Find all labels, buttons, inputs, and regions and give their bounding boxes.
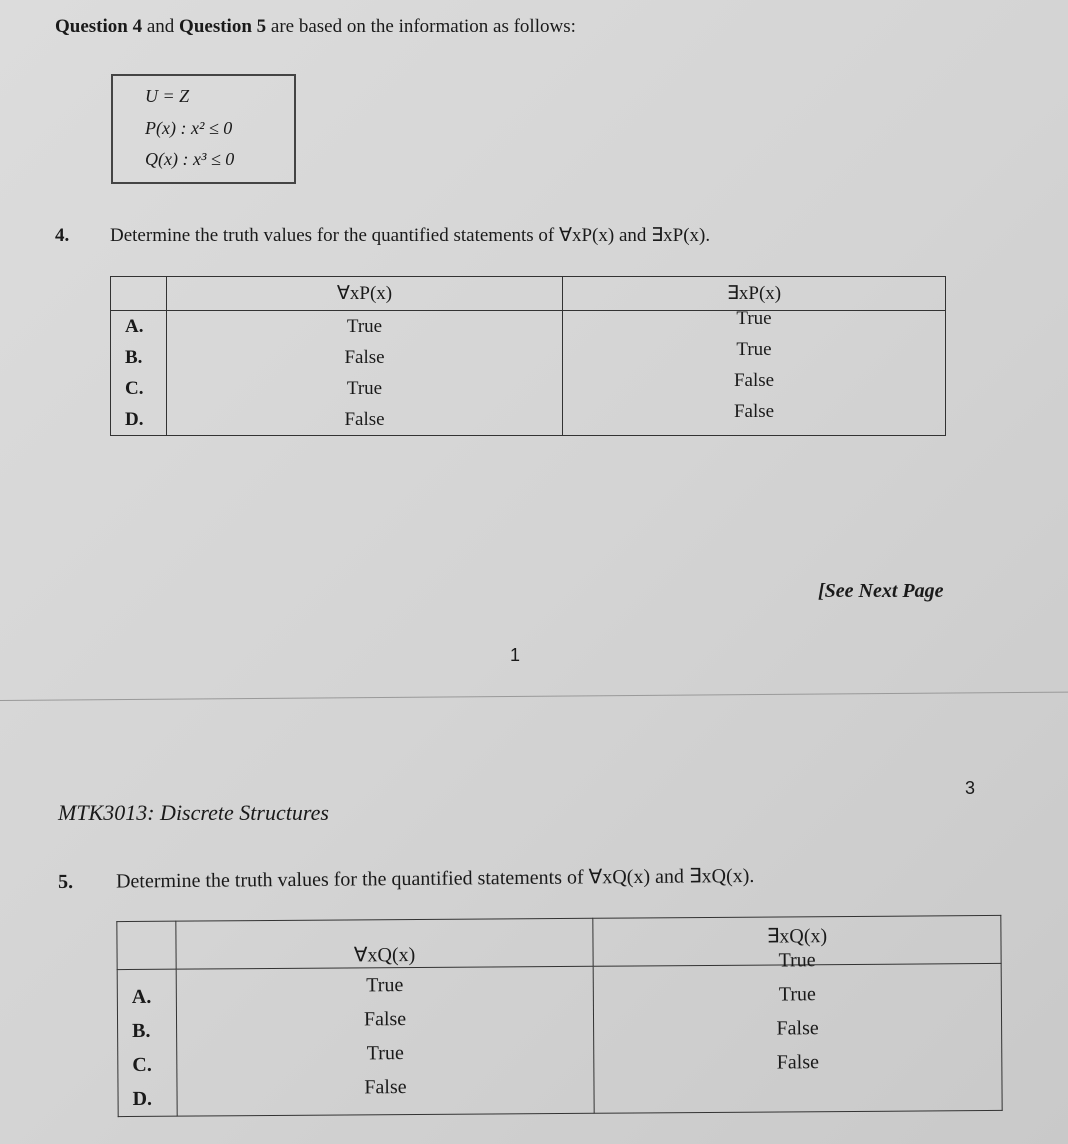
- option-a[interactable]: A.: [131, 985, 152, 1008]
- intro-rest: are based on the information as follows:: [270, 16, 576, 37]
- forall-b: False: [363, 1008, 407, 1031]
- intro-q5: Question 5: [179, 16, 267, 37]
- page-number-next: 3: [965, 778, 976, 798]
- option-d[interactable]: D.: [132, 1087, 153, 1110]
- question-4: [55, 224, 710, 247]
- forall-a: True: [346, 316, 383, 337]
- forall-a: True: [366, 974, 404, 997]
- question-5: [58, 863, 755, 894]
- exists-a: True: [736, 308, 772, 329]
- course-header: MTK3013: Discrete Structures: [58, 800, 329, 825]
- question-4-table: [110, 276, 946, 436]
- option-labels: [117, 969, 177, 1116]
- exists-values: [563, 308, 946, 436]
- forall-values: [167, 311, 563, 436]
- exists-c: False: [776, 1017, 819, 1040]
- exists-a: True: [778, 949, 816, 972]
- header-forall: ∀xP(x): [167, 277, 563, 311]
- predicate-q: Q(x) : x³ ≤ 0: [145, 149, 235, 169]
- page-divider: [0, 692, 1068, 701]
- see-next-page: [See Next Page: [818, 580, 944, 602]
- page-number: 1: [510, 645, 521, 665]
- forall-d: False: [344, 409, 385, 430]
- exists-c: False: [733, 370, 775, 391]
- option-c[interactable]: C.: [125, 378, 144, 399]
- definitions-box: [111, 74, 296, 184]
- option-labels: [111, 311, 167, 436]
- question-5-text: Determine the truth values for the quantified statements of ∀xQ(x) and ∃xQ(x).: [115, 864, 755, 893]
- option-b[interactable]: B.: [125, 347, 143, 368]
- header-exists: ∃xQ(x): [593, 915, 1001, 966]
- predicate-p: P(x) : x² ≤ 0: [145, 118, 233, 138]
- exists-d: False: [776, 1051, 820, 1074]
- question-5-number: 5.: [57, 870, 74, 894]
- option-a[interactable]: A.: [125, 316, 144, 337]
- option-c[interactable]: C.: [132, 1053, 152, 1076]
- universe-definition: U = Z: [145, 86, 190, 106]
- exists-values: [593, 949, 1002, 1113]
- option-d[interactable]: D.: [125, 409, 144, 430]
- intro-text: [55, 16, 576, 38]
- exists-b: True: [736, 339, 772, 360]
- forall-b: False: [344, 347, 385, 368]
- exists-b: True: [778, 983, 816, 1006]
- forall-c: True: [366, 1042, 404, 1065]
- intro-and: and: [146, 16, 175, 37]
- question-4-number: 4.: [55, 225, 70, 246]
- intro-q4: Question 4: [55, 16, 143, 37]
- header-forall: ∀xQ(x): [176, 918, 593, 969]
- forall-values: [176, 966, 594, 1116]
- question-4-text: Determine the truth values for the quantified statements of ∀xP(x) and ∃xP(x).: [110, 225, 711, 246]
- exists-d: False: [733, 401, 775, 422]
- header-exists: ∃xP(x): [563, 277, 946, 311]
- option-b[interactable]: B.: [132, 1019, 151, 1042]
- forall-c: True: [346, 378, 383, 399]
- question-5-table: [116, 915, 1002, 1117]
- forall-d: False: [364, 1076, 407, 1099]
